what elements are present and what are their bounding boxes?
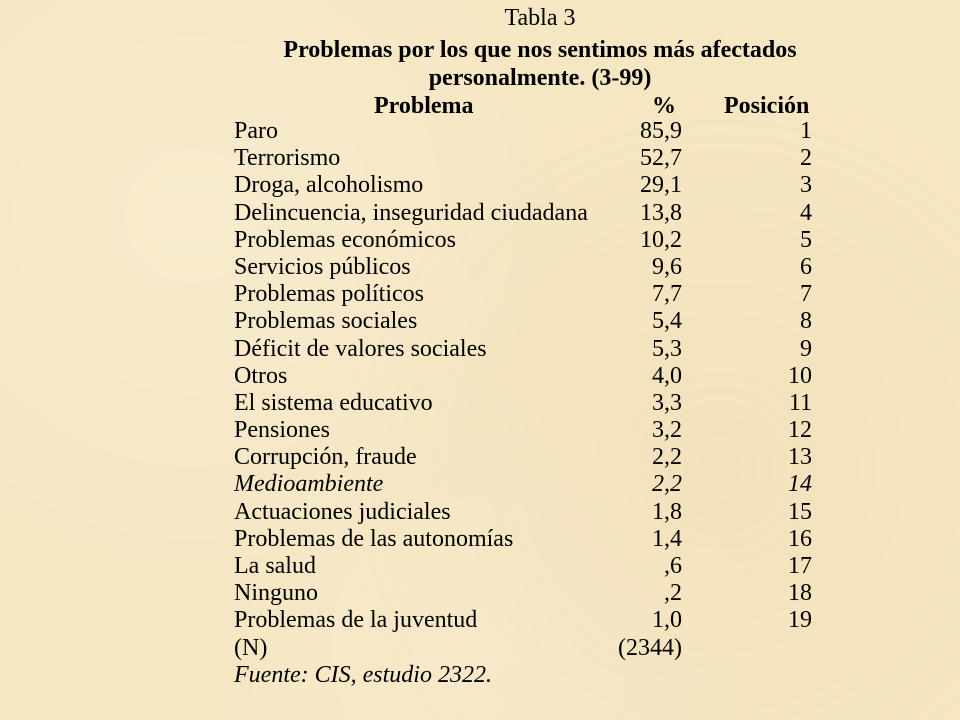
row-position: 8 <box>800 308 812 335</box>
table-row <box>0 118 960 145</box>
table-body <box>0 118 960 689</box>
table-row <box>0 172 960 199</box>
row-percent: 85,9 <box>640 118 682 144</box>
row-problem: Servicios públicos <box>234 253 411 280</box>
table-row <box>0 227 960 254</box>
table-label: Tabla 3 <box>504 5 576 31</box>
column-header-percent: % <box>652 93 676 119</box>
row-problem: La salud <box>234 553 316 579</box>
row-problem: Terrorismo <box>234 145 341 172</box>
row-position: 14 <box>788 471 812 498</box>
table-row <box>0 281 960 308</box>
table-row <box>0 254 960 281</box>
row-percent: 2,2 <box>652 444 682 471</box>
row-problem: Actuaciones judiciales <box>234 498 451 525</box>
table-row <box>0 390 960 417</box>
total-value: (2344) <box>618 634 682 661</box>
table-row <box>0 308 960 335</box>
row-position: 13 <box>788 444 812 471</box>
row-problem: El sistema educativo <box>234 389 433 416</box>
column-header-problem: Problema <box>374 93 474 119</box>
row-problem: Problemas sociales <box>234 308 418 335</box>
row-position: 10 <box>788 362 812 389</box>
row-problem: Ninguno <box>234 580 318 607</box>
row-percent: 1,4 <box>652 525 682 552</box>
table-row <box>0 471 960 498</box>
column-header-position: Posición <box>724 93 810 119</box>
row-position: 17 <box>788 553 812 579</box>
row-percent: 5,3 <box>652 335 682 362</box>
row-problem: Pensiones <box>234 417 330 444</box>
table-row <box>0 553 960 580</box>
row-position: 7 <box>800 281 812 308</box>
total-label: (N) <box>234 634 268 661</box>
row-problem: Otros <box>234 362 288 389</box>
row-position: 6 <box>800 253 812 280</box>
row-position: 4 <box>800 199 812 226</box>
table-row <box>0 145 960 172</box>
table-row <box>0 336 960 363</box>
table-heading-line-2: personalmente. (3-99) <box>428 65 652 91</box>
total-row <box>0 635 960 662</box>
row-problem: Problemas de la juventud <box>234 607 478 634</box>
row-percent: 3,2 <box>652 417 682 444</box>
row-position: 9 <box>800 335 812 362</box>
row-problem: Déficit de valores sociales <box>234 335 487 362</box>
table-row <box>0 607 960 634</box>
row-percent: 9,6 <box>652 253 682 280</box>
table-row <box>0 499 960 526</box>
row-position: 2 <box>800 145 812 172</box>
source-text: Fuente: CIS, estudio 2322. <box>234 661 492 688</box>
row-problem: Problemas políticos <box>234 281 424 308</box>
source-note <box>0 662 960 689</box>
row-position: 3 <box>800 172 812 199</box>
table-heading-line-1: Problemas por los que nos sentimos más afectados <box>283 37 797 63</box>
row-percent: ,6 <box>664 553 682 579</box>
row-problem: Medioambiente <box>234 471 384 498</box>
table-row <box>0 363 960 390</box>
table-rows <box>0 118 960 635</box>
row-percent: ,2 <box>664 580 682 607</box>
row-problem: Problemas de las autonomías <box>234 525 514 552</box>
table-row <box>0 200 960 227</box>
row-percent: 10,2 <box>640 226 682 253</box>
row-percent: 5,4 <box>652 308 682 335</box>
row-position: 12 <box>788 417 812 444</box>
row-percent: 4,0 <box>652 362 682 389</box>
row-percent: 13,8 <box>640 199 682 226</box>
row-problem: Problemas económicos <box>234 226 456 253</box>
row-position: 5 <box>800 226 812 253</box>
row-position: 11 <box>788 389 812 416</box>
table-row <box>0 526 960 553</box>
row-percent: 29,1 <box>640 172 682 199</box>
row-problem: Delincuencia, inseguridad ciudadana <box>234 199 588 226</box>
row-problem: Paro <box>234 118 278 144</box>
row-problem: Corrupción, fraude <box>234 444 417 471</box>
table-row <box>0 417 960 444</box>
row-percent: 2,2 <box>652 471 682 498</box>
row-position: 1 <box>800 118 812 144</box>
row-percent: 1,0 <box>652 607 682 634</box>
table-row <box>0 580 960 607</box>
row-percent: 1,8 <box>652 498 682 525</box>
row-problem: Droga, alcoholismo <box>234 172 424 199</box>
row-position: 15 <box>788 498 812 525</box>
row-percent: 3,3 <box>652 389 682 416</box>
table-row <box>0 444 960 471</box>
row-position: 16 <box>788 525 812 552</box>
row-percent: 7,7 <box>652 281 682 308</box>
row-percent: 52,7 <box>640 145 682 172</box>
row-position: 19 <box>788 607 812 634</box>
row-position: 18 <box>788 580 812 607</box>
